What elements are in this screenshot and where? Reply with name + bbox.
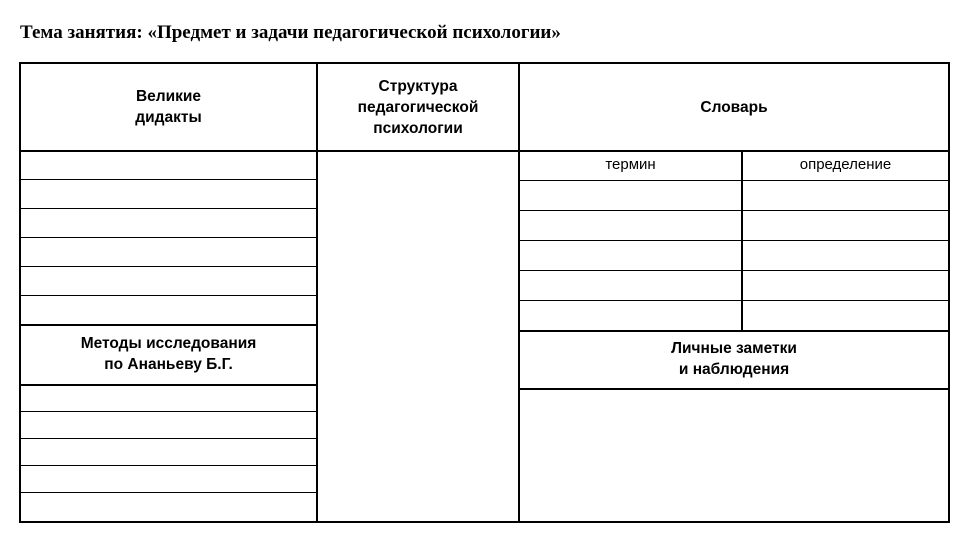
blank-row-dictionary-1-term[interactable] xyxy=(520,180,741,210)
blank-row-didacts-5[interactable] xyxy=(21,266,316,295)
header-personal-notes-line2: и наблюдения xyxy=(678,361,790,378)
header-great-didacts xyxy=(21,64,316,150)
header-methods-line2: по Ананьеву Б.Г. xyxy=(104,356,233,373)
blank-row-dictionary-4-definition[interactable] xyxy=(743,270,948,300)
blank-row-didacts-2[interactable] xyxy=(21,179,316,208)
blank-row-methods-5[interactable] xyxy=(21,492,316,521)
subheader-term-label: термин xyxy=(605,156,656,173)
header-structure-line2: педагогической xyxy=(357,98,479,116)
worksheet-table xyxy=(19,62,950,523)
blank-row-dictionary-5-term[interactable] xyxy=(520,300,741,330)
subheader-definition-label: определение xyxy=(799,156,892,173)
header-structure-line1: Структура xyxy=(378,77,458,95)
header-structure-line3: психологии xyxy=(373,119,463,137)
header-dictionary xyxy=(520,64,948,150)
header-structure xyxy=(318,64,518,150)
blank-row-methods-3[interactable] xyxy=(21,438,316,465)
subheader-definition xyxy=(743,150,948,180)
blank-row-dictionary-3-definition[interactable] xyxy=(743,240,948,270)
header-dictionary-label: Словарь xyxy=(700,98,768,116)
header-methods xyxy=(21,324,316,384)
header-personal-notes-line1: Личные заметки xyxy=(671,340,797,357)
blank-row-methods-4[interactable] xyxy=(21,465,316,492)
blank-row-didacts-1[interactable] xyxy=(21,150,316,179)
header-personal-notes xyxy=(520,330,948,388)
blank-row-methods-1[interactable] xyxy=(21,384,316,411)
blank-row-dictionary-4-term[interactable] xyxy=(520,270,741,300)
blank-row-dictionary-2-definition[interactable] xyxy=(743,210,948,240)
header-great-didacts-line1: Великие xyxy=(135,88,202,105)
blank-area-personal-notes[interactable] xyxy=(520,388,948,521)
blank-row-dictionary-3-term[interactable] xyxy=(520,240,741,270)
blank-row-dictionary-2-term[interactable] xyxy=(520,210,741,240)
header-methods-line1: Методы исследования xyxy=(80,335,257,352)
blank-row-dictionary-5-definition[interactable] xyxy=(743,300,948,330)
subheader-term xyxy=(520,150,741,180)
header-great-didacts-line2: дидакты xyxy=(135,109,202,126)
page-title: Тема занятия: «Предмет и задачи педагогической психологии» xyxy=(20,22,561,43)
blank-row-didacts-3[interactable] xyxy=(21,208,316,237)
blank-row-methods-2[interactable] xyxy=(21,411,316,438)
blank-row-dictionary-1-definition[interactable] xyxy=(743,180,948,210)
blank-row-didacts-4[interactable] xyxy=(21,237,316,266)
blank-row-didacts-6[interactable] xyxy=(21,295,316,324)
blank-area-structure[interactable] xyxy=(318,150,518,521)
